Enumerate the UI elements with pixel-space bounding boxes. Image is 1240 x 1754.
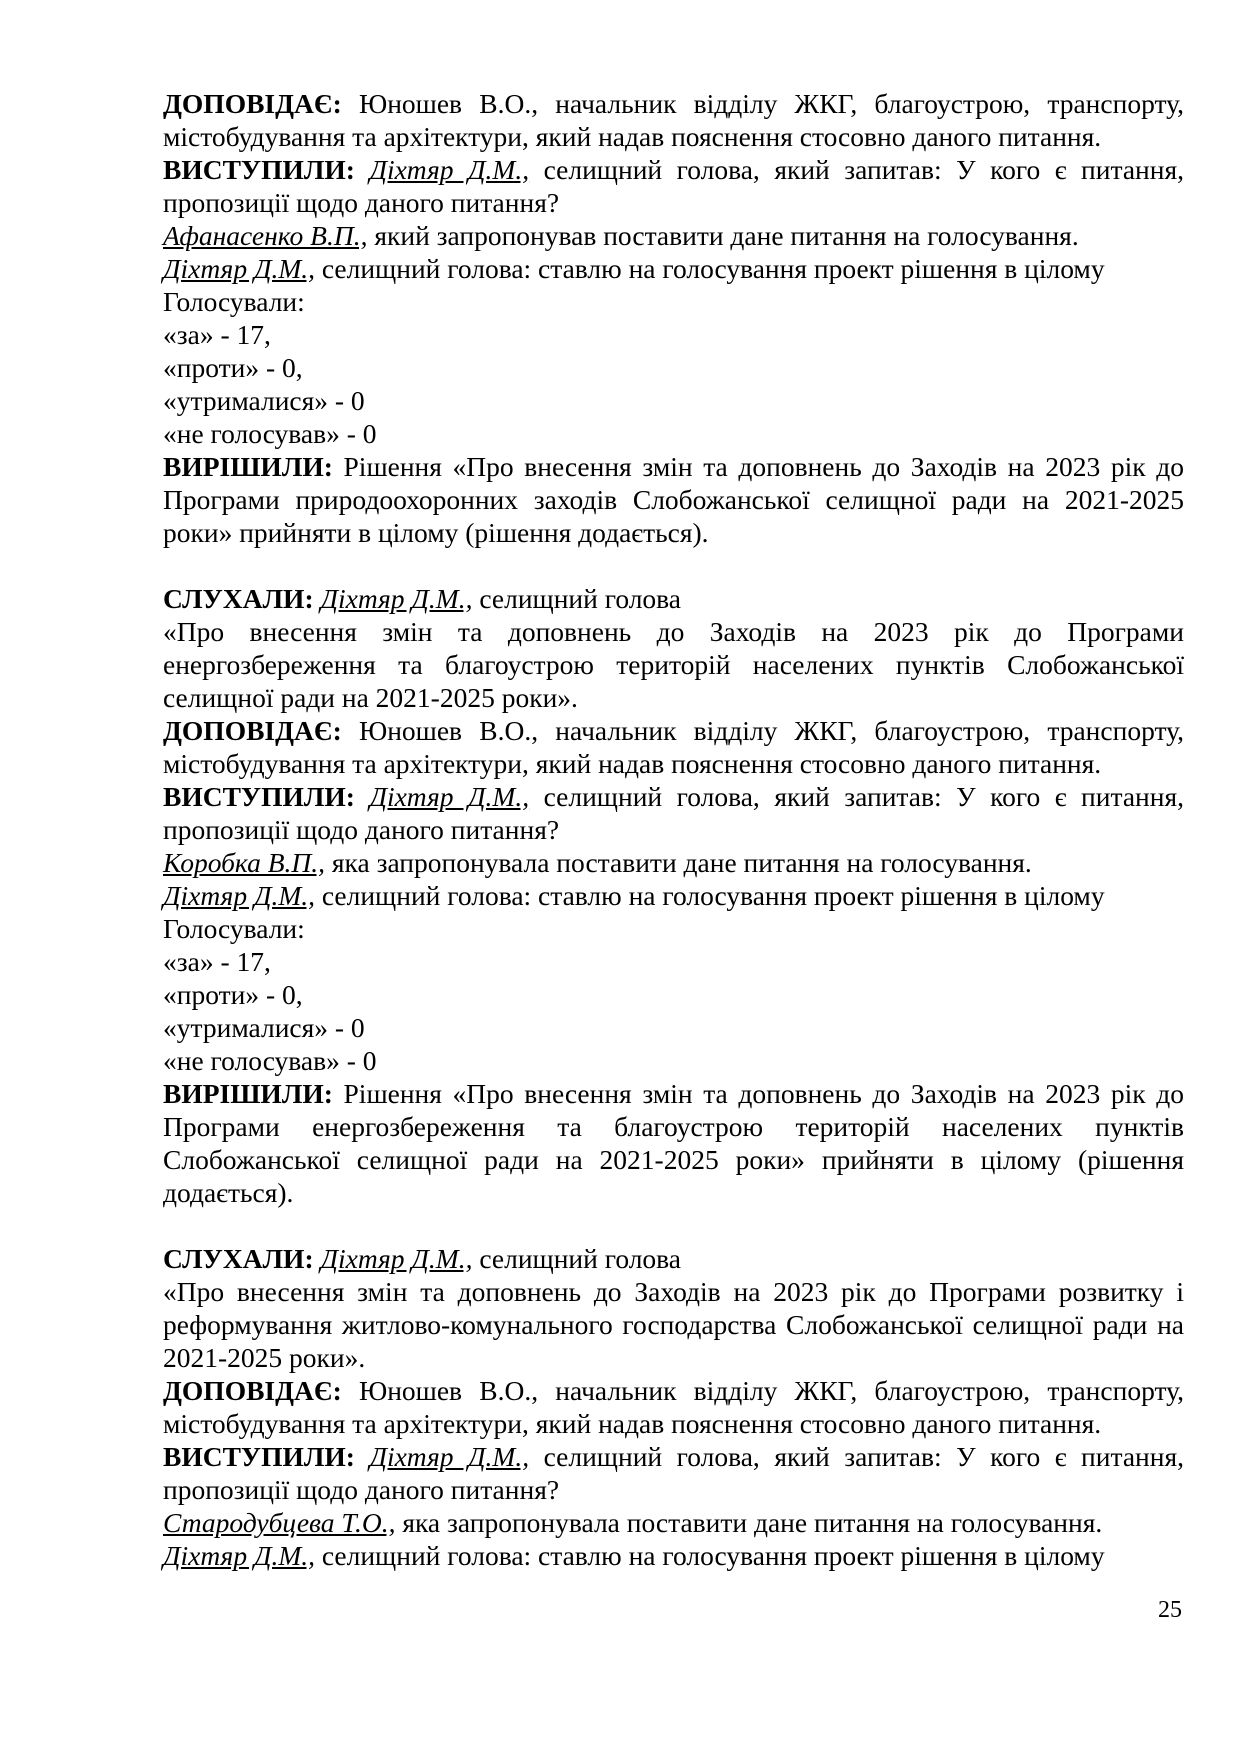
spoke-label: ВИСТУПИЛИ: xyxy=(163,154,355,185)
reporter-text: Юношев В.О., начальник відділу ЖКГ, благоустрою, транспорту, містобудування та архітектури, який надав пояснення стосовно даного питання. xyxy=(163,1375,1184,1439)
listened-label: СЛУХАЛИ: xyxy=(163,1243,314,1274)
reporter-paragraph xyxy=(163,87,1184,153)
spoke-text: селищний голова, який запитав: У кого є питання, пропозиції щодо даного питання? xyxy=(163,781,1184,845)
spoke-paragraph xyxy=(163,780,1184,846)
chair-text: селищний голова: ставлю на голосування проект рішення в цілому xyxy=(314,253,1105,284)
listened-name: Діхтяр Д.М., xyxy=(320,1243,473,1274)
vote-abstained: «утрималися» - 0 xyxy=(163,1012,365,1043)
vote-for: «за» - 17, xyxy=(163,319,271,350)
proposer-text: яка запропонувала поставити дане питання на голосування. xyxy=(395,1507,1103,1538)
spoke-paragraph xyxy=(163,153,1184,219)
chair-paragraph xyxy=(163,879,1184,912)
reporter-label: ДОПОВІДАЄ: xyxy=(163,715,342,746)
speaker-name: Діхтяр Д.М., xyxy=(369,154,530,185)
listened-name: Діхтяр Д.М., xyxy=(320,583,473,614)
vote-against: «проти» - 0, xyxy=(163,352,303,383)
spoke-label: ВИСТУПИЛИ: xyxy=(163,781,355,812)
decided-paragraph xyxy=(163,1077,1184,1209)
votes-title: Голосували: xyxy=(163,913,305,944)
document-page xyxy=(163,87,1184,1572)
chair-paragraph xyxy=(163,1539,1184,1572)
spoke-text: селищний голова, який запитав: У кого є питання, пропозиції щодо даного питання? xyxy=(163,154,1184,218)
reporter-paragraph xyxy=(163,714,1184,780)
listened-label: СЛУХАЛИ: xyxy=(163,583,314,614)
listened-text: селищний голова xyxy=(472,1243,682,1274)
vote-not-voted: «не голосував» - 0 xyxy=(163,418,377,449)
chair-text: селищний голова: ставлю на голосування проект рішення в цілому xyxy=(314,880,1105,911)
vote-abstained: «утрималися» - 0 xyxy=(163,385,365,416)
listened-paragraph xyxy=(163,582,1184,615)
speaker-name: Діхтяр Д.М., xyxy=(369,1441,530,1472)
topic-paragraph: «Про внесення змін та доповнень до Заходів на 2023 рік до Програми розвитку і реформування житлово-комунального господарства Слобожанської селищної ради на 2021-2025 роки». xyxy=(163,1276,1184,1373)
proposer-name: Стародубцева Т.О., xyxy=(163,1507,396,1538)
votes-title: Голосували: xyxy=(163,286,305,317)
spoke-label: ВИСТУПИЛИ: xyxy=(163,1441,355,1472)
reporter-paragraph xyxy=(163,1374,1184,1440)
proposer-paragraph xyxy=(163,219,1184,252)
decided-text: Рішення «Про внесення змін та доповнень до Заходів на 2023 рік до Програми природоохоронних заходів Слобожанської селищної ради на 2021-2025 роки» прийняти в цілому (рішення додається). xyxy=(163,451,1184,548)
chair-name: Діхтяр Д.М., xyxy=(163,1540,315,1571)
proposer-text: який запропонував поставити дане питання на голосування. xyxy=(367,220,1079,251)
decided-paragraph xyxy=(163,450,1184,549)
decided-text: Рішення «Про внесення змін та доповнень до Заходів на 2023 рік до Програми енергозбереження та благоустрою територій населених пунктів Слобожанської селищної ради на 2021-2025 роки» прийняти в цілому (рішення додається). xyxy=(163,1078,1184,1208)
proposer-name: Афанасенко В.П., xyxy=(163,220,368,251)
listened-text: селищний голова xyxy=(472,583,682,614)
decided-label: ВИРІШИЛИ: xyxy=(163,1078,333,1109)
decided-label: ВИРІШИЛИ: xyxy=(163,451,333,482)
page-number: 25 xyxy=(1158,1597,1182,1623)
vote-for: «за» - 17, xyxy=(163,946,271,977)
vote-against: «проти» - 0, xyxy=(163,979,303,1010)
chair-name: Діхтяр Д.М., xyxy=(163,880,315,911)
chair-name: Діхтяр Д.М., xyxy=(163,253,315,284)
chair-text: селищний голова: ставлю на голосування проект рішення в цілому xyxy=(314,1540,1105,1571)
listened-paragraph xyxy=(163,1242,1184,1275)
reporter-text: Юношев В.О., начальник відділу ЖКГ, благоустрою, транспорту, містобудування та архітектури, який надав пояснення стосовно даного питання. xyxy=(163,88,1184,152)
proposer-text: яка запропонувала поставити дане питання на голосування. xyxy=(325,847,1032,878)
vote-not-voted: «не голосував» - 0 xyxy=(163,1045,377,1076)
reporter-label: ДОПОВІДАЄ: xyxy=(163,1375,342,1406)
chair-paragraph xyxy=(163,252,1184,285)
topic-paragraph: «Про внесення змін та доповнень до Заходів на 2023 рік до Програми енергозбереження та благоустрою територій населених пунктів Слобожанської селищної ради на 2021-2025 роки». xyxy=(163,616,1184,713)
proposer-paragraph xyxy=(163,1506,1184,1539)
spoke-paragraph xyxy=(163,1440,1184,1506)
reporter-label: ДОПОВІДАЄ: xyxy=(163,88,342,119)
speaker-name: Діхтяр Д.М., xyxy=(369,781,530,812)
proposer-paragraph xyxy=(163,846,1184,879)
proposer-name: Коробка В.П., xyxy=(163,847,326,878)
reporter-text: Юношев В.О., начальник відділу ЖКГ, благоустрою, транспорту, містобудування та архітектури, який надав пояснення стосовно даного питання. xyxy=(163,715,1184,779)
section-gap xyxy=(163,549,1184,582)
spoke-text: селищний голова, який запитав: У кого є питання, пропозиції щодо даного питання? xyxy=(163,1441,1184,1505)
section-gap xyxy=(163,1209,1184,1242)
